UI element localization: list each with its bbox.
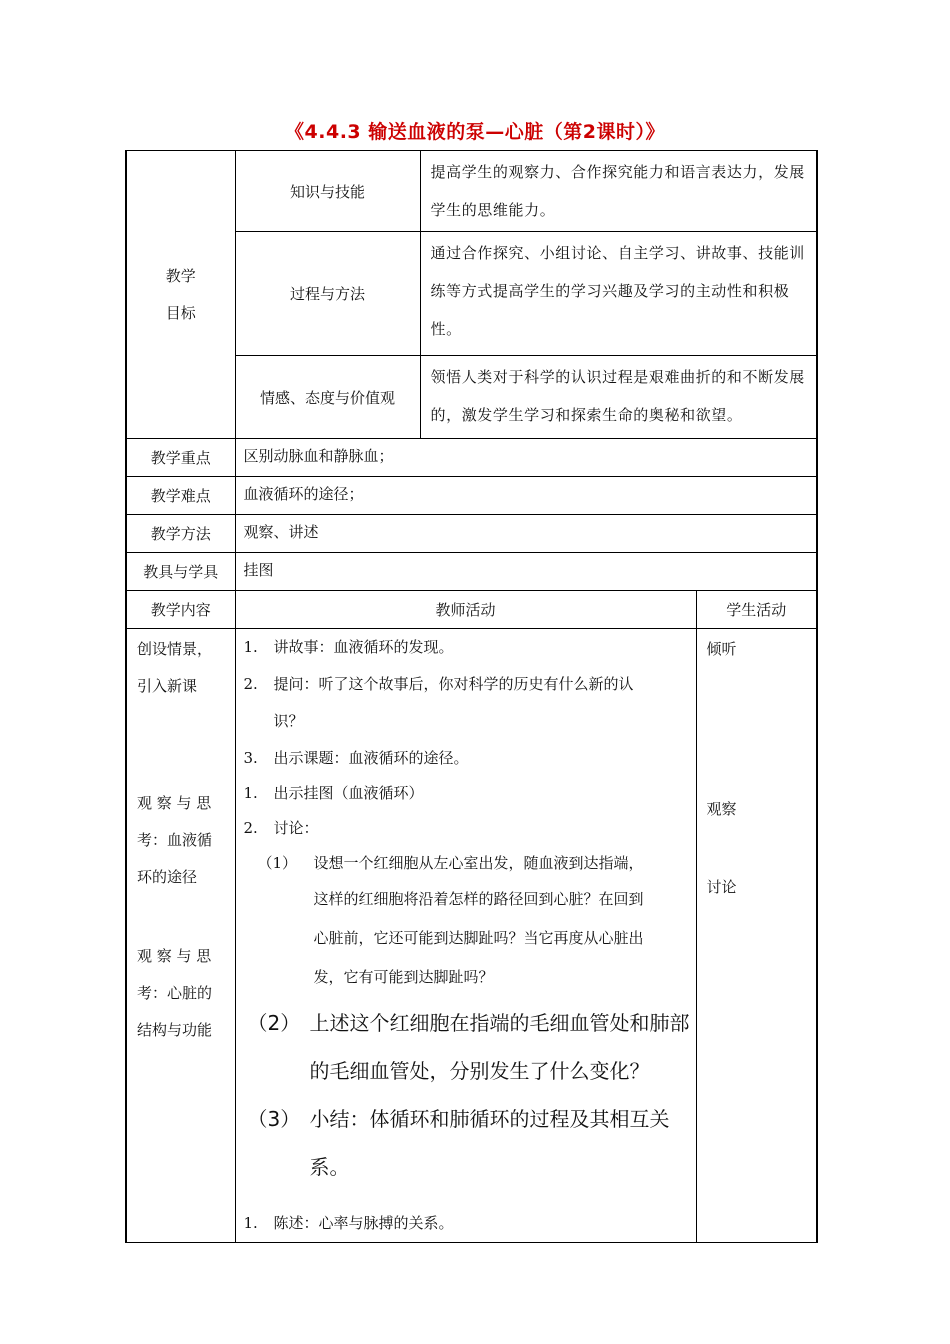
header-student: 学生活动 [696,591,817,629]
content-sec2-line2: 考：血液循 [137,831,213,849]
content-sec3-line3: 结构与功能 [137,1021,213,1039]
content-sec1-line2: 引入新课 [137,677,198,695]
info-label-method: 教学方法 [126,515,235,553]
info-label-tools: 教具与学具 [126,553,235,591]
teacher-item-a1: 1. 讲故事：血液循环的发现。 [243,638,454,656]
content-sec2 [137,785,235,896]
lesson-plan-table [125,150,818,1243]
teacher-item-b2: 2. 讨论： [243,819,319,837]
info-label-difficulty: 教学难点 [126,477,235,515]
student-observe: 观察 [706,800,737,818]
content-sec1-line1: 创设情景， [137,640,213,658]
goals-label-line1: 教学 [165,266,196,285]
teacher-question-1: （1） 设想一个红细胞从左心室出发，随血液到达指端， 这样的红细胞将沿着怎样的路径回到心脏？在回到 心脏前，它还可能到达脚趾吗？当它再度从心脏出 发，它有可能到达脚趾吗？ [257,854,644,986]
teacher-question-3: （3） 小结：体循环和肺循环的过程及其相互关系。 [247,1107,670,1179]
content-column [126,629,235,1243]
student-listen: 倾听 [706,640,737,658]
content-sec3-line2: 考：心脏的 [137,984,213,1002]
content-sec3-line1: 观 察 与 思 [137,947,212,965]
goal-text-knowledge: 提高学生的观察力、合作探究能力和语言表达力，发展学生的思维能力。 [420,151,817,232]
teacher-item-a2: 2. 提问：听了这个故事后，你对科学的历史有什么新的认 [243,675,634,693]
header-content: 教学内容 [126,591,235,629]
page-title: 《4.4.3 输送血液的泵—心脏（第2课时）》 [285,121,665,143]
student-discuss: 讨论 [706,878,737,896]
content-sec2-line1: 观 察 与 思 [137,794,212,812]
goals-label-cell [126,151,235,439]
goal-text-attitude: 领悟人类对于科学的认识过程是艰难曲折的和不断发展的，激发学生学习和探索生命的奥秘和欲望。 [420,356,817,439]
teacher-question-2: （2） 上述这个红细胞在指端的毛细血管处和肺部 的毛细血管处，分别发生了什么变化？ [247,1011,690,1083]
teacher-item-c1: 1. 陈述：心率与脉搏的关系。 [243,1214,454,1232]
goal-text-process: 通过合作探究、小组讨论、自主学习、讲故事、技能训练等方式提高学生的学习兴趣及学习的主动性和积极性。 [420,232,817,356]
teacher-activity-cell [235,629,696,1243]
info-value-difficulty: 血液循环的途径； [235,477,817,515]
info-value-method: 观察、讲述 [235,515,817,553]
teacher-item-b1: 1. 出示挂图（血液循环） [243,784,424,802]
goal-name-attitude: 情感、态度与价值观 [235,356,420,439]
goal-name-process: 过程与方法 [235,232,420,356]
student-activity-cell [696,629,817,1243]
goal-name-knowledge: 知识与技能 [235,151,420,232]
info-label-focus: 教学重点 [126,439,235,477]
content-sec3 [137,938,235,1049]
content-sec1 [137,631,235,705]
content-sec2-line3: 环的途径 [137,868,198,886]
header-teacher: 教师活动 [235,591,696,629]
info-value-tools: 挂图 [235,553,817,591]
teacher-item-a3: 3. 出示课题：血液循环的途径。 [243,749,469,767]
teacher-item-a2-cont: 识？ [273,712,304,730]
goals-label-line2: 目标 [165,303,196,322]
info-value-focus: 区别动脉血和静脉血； [235,439,817,477]
